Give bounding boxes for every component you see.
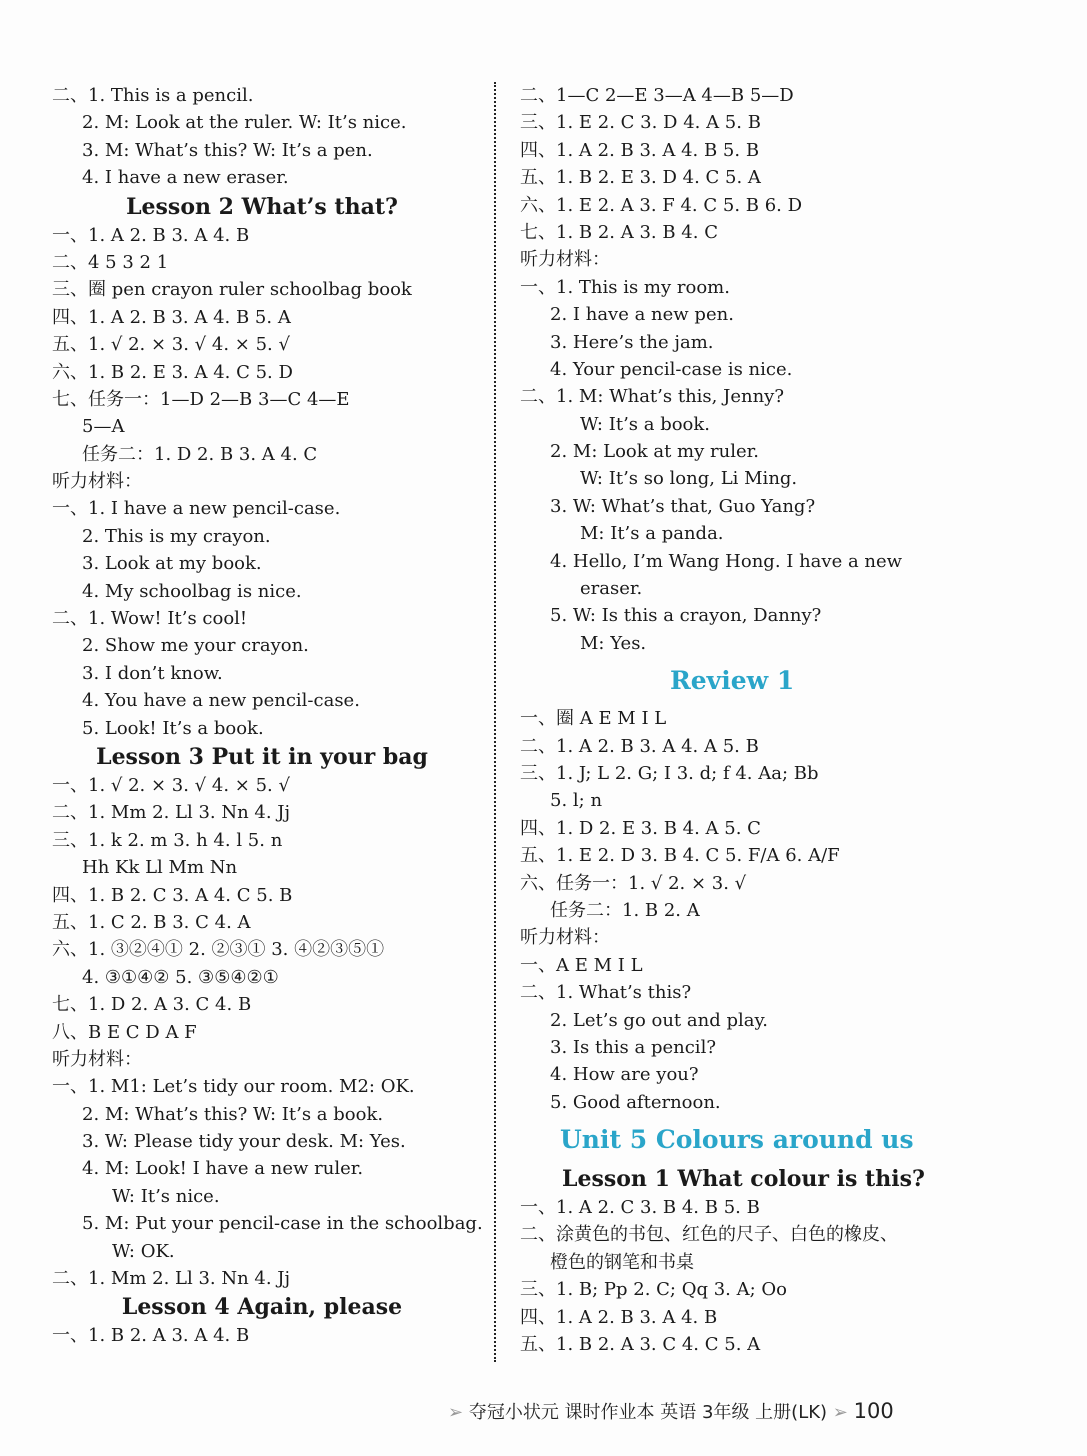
lesson-heading: Lesson 2 What’s that? <box>126 193 398 220</box>
answer-line: 五、1. √ 2. × 3. √ 4. × 5. √ <box>52 334 290 356</box>
answer-line: 5. l; n <box>550 790 603 812</box>
answer-line: 二、涂黄色的书包、红色的尺子、白色的橡皮、 <box>520 1224 898 1246</box>
answer-line: 听力材料： <box>520 249 610 271</box>
answer-line: 六、1. B 2. E 3. A 4. C 5. D <box>52 361 293 383</box>
answer-line: 听力材料： <box>52 471 142 493</box>
answer-line: 一、A E M I L <box>520 954 643 976</box>
answer-line: 2. M: Look at the ruler. W: It’s nice. <box>82 112 407 134</box>
answer-line: 二、1. This is a pencil. <box>52 85 254 106</box>
answer-line: 七、1. B 2. A 3. B 4. C <box>520 221 718 243</box>
answer-line: 四、1. A 2. B 3. A 4. B <box>520 1306 718 1328</box>
answer-line: 一、1. This is my room. <box>520 276 730 298</box>
answer-line: 六、1. ③②④① 2. ②③① 3. ④②③⑤① <box>52 939 385 961</box>
answer-line: 二、1. Wow! It’s cool! <box>52 608 248 630</box>
answer-line: 二、1. Mm 2. Ll 3. Nn 4. Jj <box>52 1268 291 1290</box>
answer-line: 4. My schoolbag is nice. <box>82 580 302 602</box>
answer-line: 2. Show me your crayon. <box>82 635 309 657</box>
answer-line: 4. Hello, I’m Wang Hong. I have a new <box>550 550 903 572</box>
answer-line: 5—A <box>82 416 125 438</box>
answer-line: 五、1. B 2. E 3. D 4. C 5. A <box>520 167 761 189</box>
answer-line: 二、1—C 2—E 3—A 4—B 5—D <box>520 85 794 106</box>
answer-line: 5. M: Put your pencil-case in the schoolbag. <box>82 1213 483 1235</box>
answer-line: 二、1. A 2. B 3. A 4. A 5. B <box>520 735 759 757</box>
answer-line: 听力材料： <box>520 927 610 949</box>
answer-line: 四、1. A 2. B 3. A 4. B 5. A <box>52 306 291 328</box>
answer-line: 2. M: Look at my ruler. <box>550 441 759 463</box>
answer-line: 2. M: What’s this? W: It’s a book. <box>82 1103 384 1125</box>
answer-line: 3. Here’s the jam. <box>550 331 714 353</box>
answer-line: eraser. <box>580 578 643 600</box>
answer-line: 5. Look! It’s a book. <box>82 717 264 739</box>
answer-line: 橙色的钢笔和书桌 <box>550 1251 694 1273</box>
answer-line: 5. W: Is this a crayon, Danny? <box>550 605 822 627</box>
answer-line: 五、1. B 2. A 3. C 4. C 5. A <box>520 1334 761 1356</box>
answer-line: 二、4 5 3 2 1 <box>52 251 169 273</box>
footer-arrow-right: ➢ <box>832 1402 848 1423</box>
answer-line: 4. Your pencil-case is nice. <box>550 358 793 380</box>
answer-line: 3. I don’t know. <box>82 662 223 684</box>
unit-title: Unit 5 Colours around us <box>560 1125 914 1155</box>
answer-line: W: It’s nice. <box>112 1185 220 1207</box>
answer-line: 五、1. E 2. D 3. B 4. C 5. F/A 6. A/F <box>520 845 840 867</box>
answer-line: 4. I have a new eraser. <box>82 167 289 189</box>
answer-line: W: It’s a book. <box>580 413 711 435</box>
footer-book-title: 夺冠小状元 课时作业本 英语 3年级 上册(LK) <box>468 1402 828 1423</box>
answer-line: 4. ③①④② 5. ③⑤④②① <box>82 966 279 988</box>
answer-line: 八、B E C D A F <box>52 1021 197 1043</box>
answer-line: W: OK. <box>112 1240 175 1262</box>
answer-line: 一、1. B 2. A 3. A 4. B <box>52 1325 250 1347</box>
answer-line: 任务二：1. B 2. A <box>550 899 700 921</box>
answer-line: 三、1. E 2. C 3. D 4. A 5. B <box>520 112 761 134</box>
right-column <box>520 82 1040 1358</box>
answer-line: 3. W: Please tidy your desk. M: Yes. <box>82 1131 406 1153</box>
answer-line: 四、1. B 2. C 3. A 4. C 5. B <box>52 884 293 906</box>
answer-line: 一、1. √ 2. × 3. √ 4. × 5. √ <box>52 774 290 796</box>
column-divider <box>494 82 496 1362</box>
answer-line: 三、圈 pen crayon ruler schoolbag book <box>52 279 412 301</box>
answer-line: 3. Look at my book. <box>82 553 262 575</box>
answer-line: 五、1. C 2. B 3. C 4. A <box>52 911 251 933</box>
page-footer <box>448 1398 894 1424</box>
answer-line: 一、1. I have a new pencil-case. <box>52 498 341 520</box>
answer-line: 3. W: What’s that, Guo Yang? <box>550 495 816 517</box>
answer-line: 七、1. D 2. A 3. C 4. B <box>52 994 252 1016</box>
answer-line: 5. Good afternoon. <box>550 1091 721 1113</box>
answer-line: M: It’s a panda. <box>580 523 724 545</box>
lesson-heading: Lesson 1 What colour is this? <box>562 1166 925 1193</box>
answer-line: 七、任务一：1—D 2—B 3—C 4—E <box>52 388 350 410</box>
answer-line: 二、1. What’s this? <box>520 982 692 1004</box>
answer-line: 4. M: Look! I have a new ruler. <box>82 1158 364 1180</box>
answer-line: 一、1. A 2. C 3. B 4. B 5. B <box>520 1197 760 1219</box>
lesson-heading: Lesson 3 Put it in your bag <box>96 743 428 770</box>
answer-line: W: It’s so long, Li Ming. <box>580 468 798 490</box>
answer-line: Hh Kk Ll Mm Nn <box>82 857 238 879</box>
answer-line: 任务二：1. D 2. B 3. A 4. C <box>82 443 318 465</box>
footer-arrow-left: ➢ <box>448 1402 464 1423</box>
answer-line: 二、1. M: What’s this, Jenny? <box>520 386 784 408</box>
answer-line: 三、1. B; Pp 2. C; Qq 3. A; Oo <box>520 1279 787 1301</box>
answer-line: 听力材料： <box>52 1048 142 1070</box>
answer-line: 六、1. E 2. A 3. F 4. C 5. B 6. D <box>520 194 803 216</box>
answer-line: 2. Let’s go out and play. <box>550 1009 768 1031</box>
lesson-heading: Lesson 4 Again, please <box>121 1294 403 1321</box>
answer-line: 一、1. M1: Let’s tidy our room. M2: OK. <box>52 1076 415 1098</box>
answer-line: 三、1. k 2. m 3. h 4. l 5. n <box>52 829 283 851</box>
page-number: 100 <box>853 1399 894 1423</box>
answer-line: 3. Is this a pencil? <box>550 1036 716 1058</box>
answer-line: 4. How are you? <box>550 1064 699 1086</box>
answer-line: 3. M: What’s this? W: It’s a pen. <box>82 139 373 161</box>
answer-line: 二、1. Mm 2. Ll 3. Nn 4. Jj <box>52 802 291 824</box>
review-title: Review 1 <box>670 666 795 696</box>
answer-line: 2. This is my crayon. <box>82 525 271 547</box>
answer-line: 四、1. A 2. B 3. A 4. B 5. B <box>520 139 760 161</box>
answer-line: 4. You have a new pencil-case. <box>82 690 360 712</box>
answer-line: 三、1. J; L 2. G; I 3. d; f 4. Aa; Bb <box>520 762 819 784</box>
answer-line: 四、1. D 2. E 3. B 4. A 5. C <box>520 817 761 839</box>
answer-line: M: Yes. <box>580 632 647 654</box>
answer-line: 2. I have a new pen. <box>550 304 734 326</box>
answer-line: 一、圈 A E M I L <box>520 708 667 730</box>
answer-line: 一、1. A 2. B 3. A 4. B <box>52 224 250 246</box>
answer-line: 六、任务一：1. √ 2. × 3. √ <box>520 872 747 894</box>
left-column <box>52 82 483 1350</box>
